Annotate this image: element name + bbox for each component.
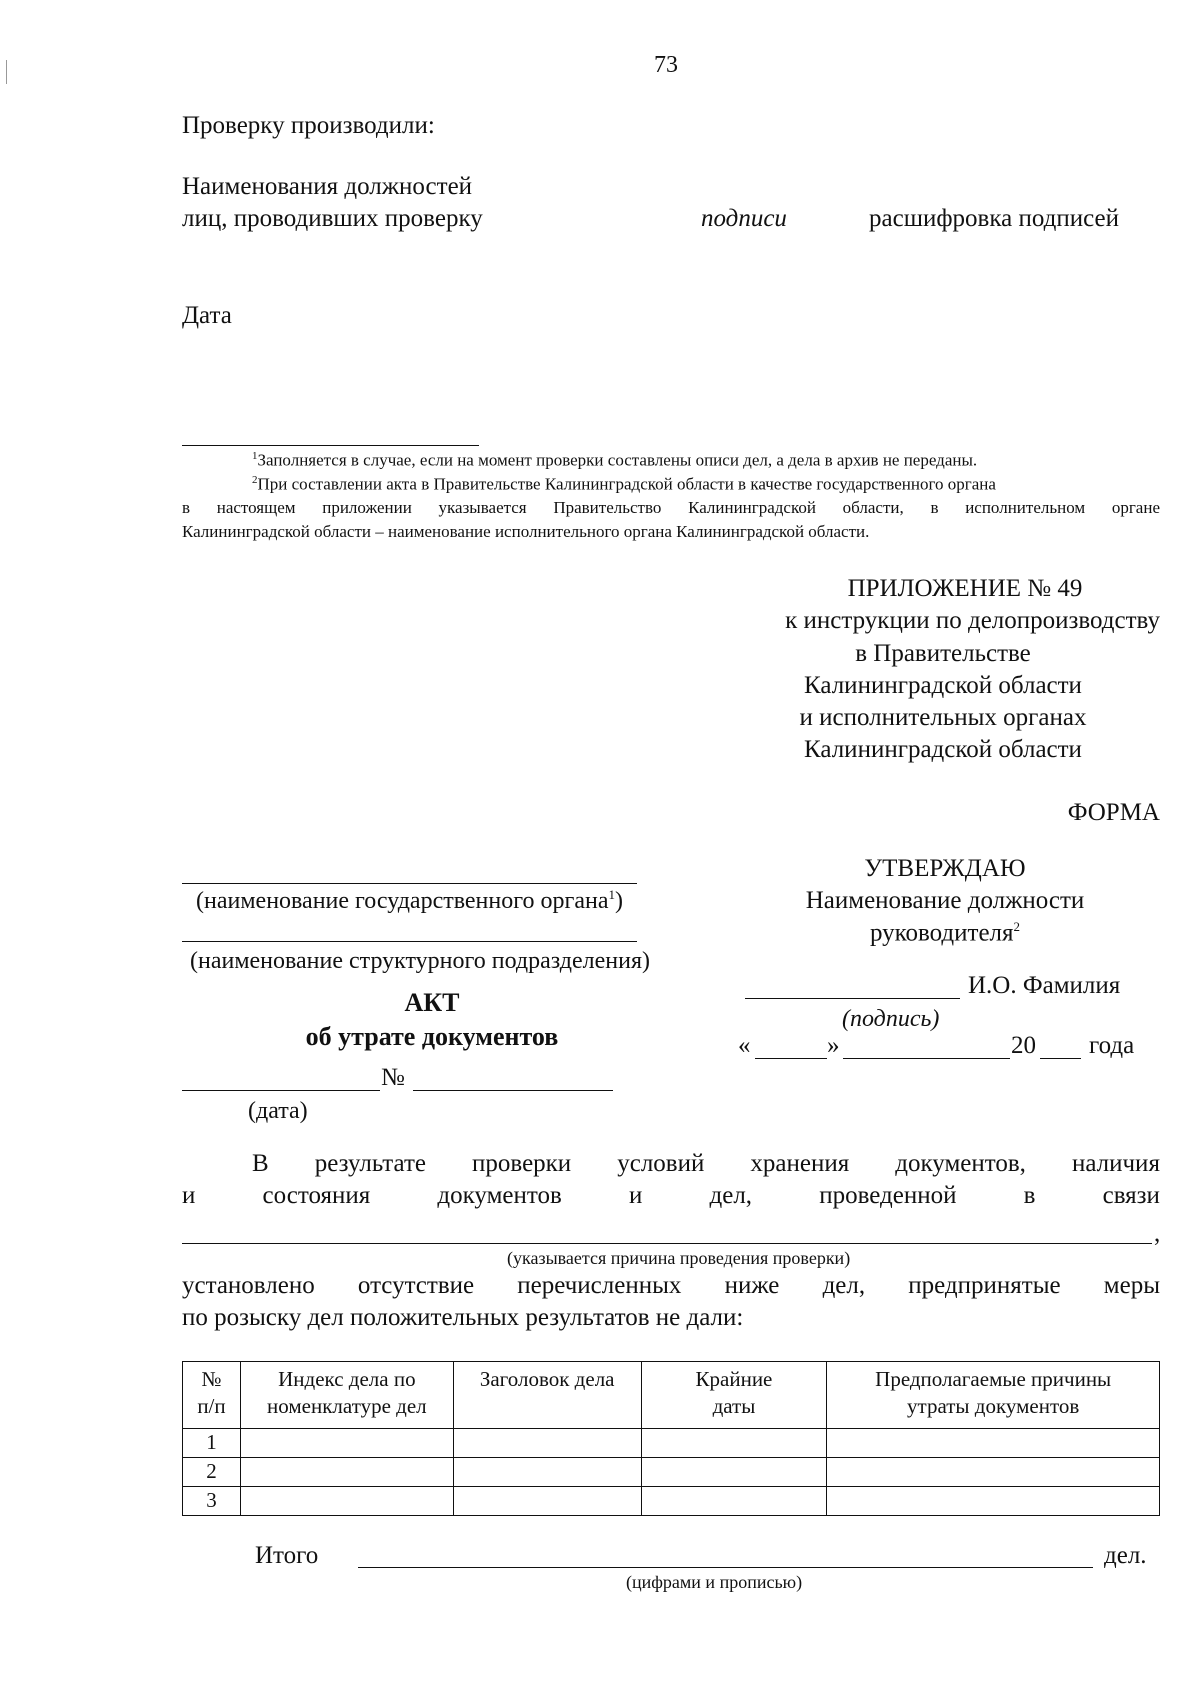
header-text: утраты документов: [907, 1394, 1080, 1418]
act-number-sign: №: [381, 1064, 405, 1091]
table-cell: [641, 1487, 827, 1516]
act-number-line: [413, 1090, 613, 1091]
approve-day-line: [755, 1058, 827, 1059]
dept-name-line: [182, 941, 637, 942]
footnote-separator: [182, 445, 479, 446]
signature-decoding-label: расшифровка подписей: [869, 205, 1119, 232]
header-dates: [641, 1362, 827, 1429]
reason-comma: ,: [1154, 1220, 1161, 1247]
approve-position-text: руководителя: [869, 919, 1014, 947]
approve-position-line1: Наименование должности: [805, 887, 1085, 914]
row-number: 1: [183, 1429, 241, 1458]
table-header-row: [183, 1362, 1160, 1429]
approve-signature-line: [745, 998, 960, 999]
appendix-line2: к инструкции по делопроизводству: [785, 607, 1160, 634]
header-text: Заголовок дела: [479, 1367, 615, 1391]
footnote-2-line2: в настоящем приложении указывается Правительство Калининградской области, в исполнительном органе: [182, 498, 1160, 517]
row-number: 3: [183, 1487, 241, 1516]
act-date-caption: (дата): [248, 1098, 308, 1124]
org-caption-sup: 1: [608, 887, 615, 902]
header-text: Предполагаемые причины: [875, 1367, 1112, 1391]
table-cell: [240, 1458, 453, 1487]
act-date-line: [182, 1090, 380, 1091]
word: перечисленных: [517, 1272, 682, 1299]
reason-line: [182, 1243, 1152, 1244]
approve-year-line: [1040, 1058, 1081, 1059]
lost-documents-table: [182, 1361, 1160, 1516]
table-cell: [641, 1458, 827, 1487]
org-name-caption: [182, 887, 637, 915]
header-index: [240, 1362, 453, 1429]
word: ниже: [724, 1272, 780, 1299]
word: дел,: [822, 1272, 866, 1299]
word: хранения: [750, 1150, 850, 1177]
table-cell: [827, 1487, 1160, 1516]
approve-year-prefix: 20: [1011, 1032, 1036, 1059]
table-cell: [240, 1487, 453, 1516]
reason-caption: (указывается причина проведения проверки): [507, 1248, 851, 1268]
word: и: [628, 1182, 643, 1209]
word: наличия: [1071, 1150, 1160, 1177]
body-line1: [252, 1150, 1160, 1178]
word: отсутствие: [357, 1272, 475, 1299]
table-cell: [453, 1429, 641, 1458]
positions-label-line2: лиц, проводивших проверку: [182, 205, 483, 232]
word: документов,: [895, 1150, 1026, 1177]
total-label: Итого: [255, 1542, 319, 1569]
word: документов: [437, 1182, 562, 1209]
table-row: [183, 1458, 1160, 1487]
header-text: даты: [712, 1394, 756, 1418]
table-cell: [453, 1487, 641, 1516]
total-unit: дел.: [1104, 1542, 1147, 1569]
total-caption: (цифрами и прописью): [626, 1572, 803, 1592]
row-number: 2: [183, 1458, 241, 1487]
word: результате: [314, 1150, 426, 1177]
header-text: №: [201, 1367, 222, 1391]
approve-position-line2: [760, 919, 1130, 947]
approve-quote-close: »: [827, 1032, 840, 1059]
approve-year-suffix: года: [1089, 1032, 1135, 1059]
word: и: [182, 1182, 196, 1209]
org-caption-close: ): [614, 888, 623, 914]
word: дел,: [709, 1182, 753, 1209]
header-text: Индекс дела по: [278, 1367, 416, 1391]
act-subtitle: об утрате документов: [305, 1022, 559, 1051]
appendix-title: ПРИЛОЖЕНИЕ № 49: [847, 575, 1083, 602]
appendix-line3: в Правительстве: [855, 640, 1031, 667]
approve-signature-caption: (подпись): [842, 1006, 940, 1032]
body-line3: [182, 1272, 1160, 1300]
total-line: [358, 1567, 1093, 1568]
header-reasons: [827, 1362, 1160, 1429]
body-line2: [182, 1182, 1160, 1210]
footnote-1-mark: 1: [252, 450, 258, 462]
positions-label-line1: Наименования должностей: [182, 173, 473, 200]
appendix-line4: Калининградской области: [804, 672, 1082, 699]
act-title: АКТ: [404, 988, 460, 1017]
word: проведенной: [819, 1182, 957, 1209]
word: в: [1023, 1182, 1036, 1209]
table-cell: [827, 1458, 1160, 1487]
word: связи: [1102, 1182, 1160, 1209]
appendix-line6: Калининградской области: [804, 736, 1082, 763]
footnote-2-mark: 2: [252, 474, 258, 486]
word: состояния: [262, 1182, 371, 1209]
header-text: п/п: [197, 1394, 226, 1418]
dept-name-caption: (наименование структурного подразделения): [189, 948, 651, 974]
scan-edge-mark: [6, 60, 7, 84]
signatures-label: подписи: [701, 205, 787, 232]
approve-title: УТВЕРЖДАЮ: [864, 855, 1026, 882]
table-row: [183, 1487, 1160, 1516]
footnote-2-line3: Калининградской области – наименование исполнительного органа Калининградской области.: [182, 522, 870, 541]
word: проверки: [472, 1150, 572, 1177]
form-label: ФОРМА: [1067, 799, 1160, 826]
footnote-2-line1: [252, 474, 996, 495]
word: условий: [617, 1150, 705, 1177]
table-row: [183, 1429, 1160, 1458]
word: В: [252, 1150, 269, 1177]
approve-position-sup: 2: [1013, 919, 1021, 934]
header-title: [453, 1362, 641, 1429]
footnote-1: [252, 450, 977, 471]
word: меры: [1103, 1272, 1160, 1299]
table-cell: [827, 1429, 1160, 1458]
header-text: Крайние: [695, 1367, 773, 1391]
table-cell: [453, 1458, 641, 1487]
body-line4: по розыску дел положительных результатов не дали:: [182, 1304, 744, 1331]
word: предпринятые: [908, 1272, 1061, 1299]
header-text: номенклатуре дел: [267, 1394, 427, 1418]
approve-month-line: [843, 1058, 1010, 1059]
appendix-line5: и исполнительных органах: [799, 704, 1087, 731]
table-cell: [240, 1429, 453, 1458]
date-label: Дата: [182, 302, 232, 329]
word: установлено: [182, 1272, 315, 1299]
org-caption-text: (наименование государственного органа: [196, 888, 609, 914]
footnote-1-text: Заполняется в случае, если на момент проверки составлены описи дел, а дела в архив не переданы.: [257, 450, 978, 470]
table-cell: [641, 1429, 827, 1458]
org-name-line: [182, 883, 637, 884]
approve-name: И.О. Фамилия: [968, 972, 1121, 999]
page-number: 73: [654, 52, 678, 78]
header-number: [183, 1362, 241, 1429]
approve-quote-open: «: [738, 1032, 751, 1059]
check-heading: Проверку производили:: [182, 112, 435, 139]
footnote-2-text: При составлении акта в Правительстве Калининградской области в качестве государственного органа: [257, 474, 996, 494]
